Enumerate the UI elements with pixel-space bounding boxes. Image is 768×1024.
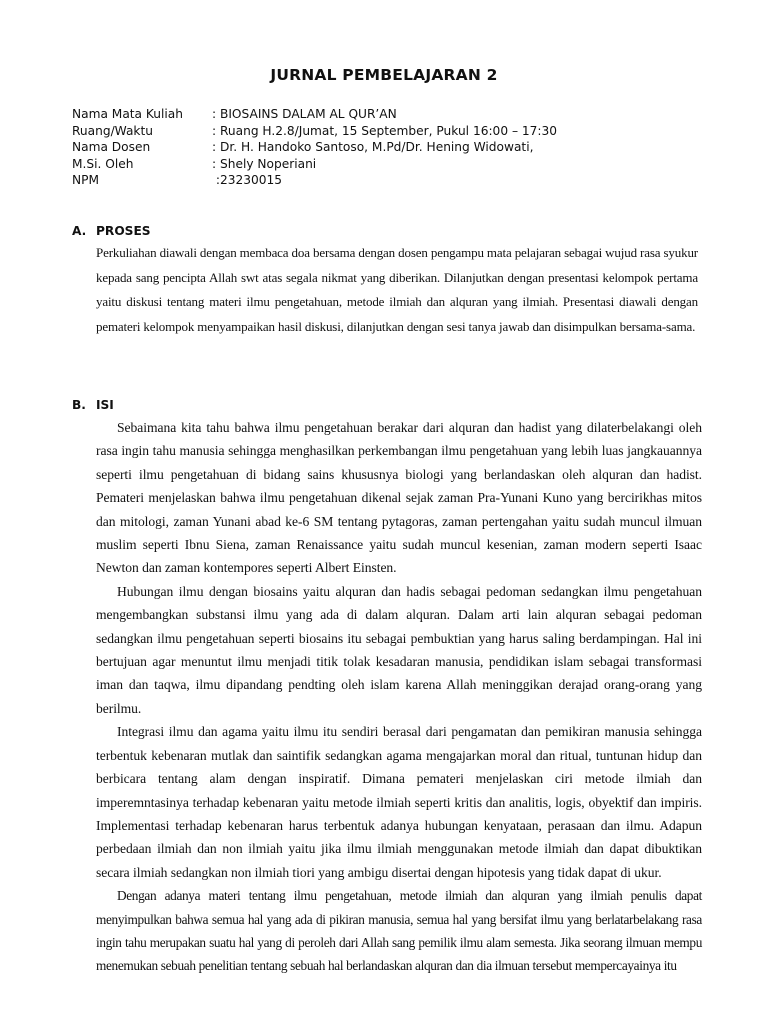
section-title: PROSES [96, 224, 151, 238]
info-value: : Ruang H.2.8/Jumat, 15 September, Pukul 16:00 – 17:30 [212, 123, 558, 138]
paragraph: Hubungan ilmu dengan biosains yaitu alquran dan hadis sebagai pedoman sedangkan ilmu pengetahuan mengembangkan substansi ilmu yang ada di dalam alquran. Dalam arti lain alquran sebagai pedoman sedangkan ilmu pengetahuan seperti biosains itu sebagai pembuktian yang harus saling berdampingan. Hal ini bertujuan agar menuntut ilmu menjadi titik tolak kesadaran manusia, pendidikan islam sebagai transformasi iman dan taqwa, ilmu dipandang pendting oleh islam karena Allah meninggikan derajad orang-orang yang berilmu. [96, 583, 702, 716]
info-label: Nama Dosen [72, 140, 151, 154]
section-a-body: Perkuliahan diawali dengan membaca doa bersama dengan dosen pengampu mata pelajaran sebagai wujud rasa syukur kepada sang pencipta Allah swt atas segala nikmat yang diberikan. Dilanjutkan dengan presentasi kelompok pertama yaitu diskusi tentang materi ilmu pengetahuan, metode ilmiah dan alquran yang ilmiah. Presentasi diawali dengan pemateri kelompok menyampaikan hasil diskusi, dilanjutkan dengan sesi tanya jawab dan disimpulkan bersama-sama. [96, 245, 698, 334]
paragraph: Dengan adanya materi tentang ilmu pengetahuan, metode ilmiah dan alquran yang ilmiah penulis dapat menyimpulkan bahwa semua hal yang ada di pikiran manusia, semua hal yang bersifat ilmu yang berlatarbelakang rasa ingin tahu merupakan suatu hal yang di peroleh dari Allah sang pemilik ilmu alam semesta. Jika seorang ilmuan mempu menemukan sebuah penelitian tentang sebuah hal berlandaskan alquran dan dia ilmuan tersebut mempercayainya itu [96, 888, 702, 974]
info-value: : Shely Noperiani [212, 156, 317, 171]
section-b-body [96, 416, 702, 978]
paragraph: Integrasi ilmu dan agama yaitu ilmu itu sendiri berasal dari pengamatan dan pemikiran manusia sehingga terbentuk kebenaran mutlak dan saintifik sedangkan agama mengajarkan moral dan ritual, tuntunan hidup dan berbicara tentang alam dengan inspiratif. Dimana pemateri menjelaskan ciri metode ilmiah dan imperemntasinya terhadap kebenaran yaitu metode ilmiah seperti kritis dan analitis, logis, obyektif dan impiris. Implementasi terhadap kebenaran harus terbentuk adanya hubungan kenyataan, perasaan dan ilmu. Adapun perbedaan ilmiah dan non ilmiah yaitu jika ilmu ilmiah menggunakan metode ilmiah dan dapat dibuktikan secara ilmiah sedangkan non ilmiah tiori yang ambigu disertai dengan hipotesis yang tidak dapat di ukur. [96, 724, 702, 880]
section-number: B. [72, 398, 86, 412]
section-b-heading [72, 398, 114, 412]
info-label: Ruang/Waktu [72, 123, 153, 138]
info-label: M.Si. Oleh [72, 156, 134, 171]
info-value: : Dr. H. Handoko Santoso, M.Pd/Dr. Hening Widowati, [212, 140, 534, 154]
info-value: :23230015 [212, 173, 283, 187]
info-label: NPM [72, 173, 99, 187]
page-title: JURNAL PEMBELAJARAN 2 [270, 66, 498, 84]
section-title: ISI [96, 398, 114, 412]
section-number: A. [72, 224, 87, 238]
section-a-heading [72, 224, 151, 238]
info-label: Nama Mata Kuliah [72, 107, 183, 121]
paragraph: Sebaimana kita tahu bahwa ilmu pengetahuan berakar dari alquran dan hadist yang dilaterbelakangi oleh rasa ingin tahu manusia sehingga menghasilkan perkembangan ilmu pengetahuan yang lebih luas jangkauannya seperti ilmu pengetahuan di bidang sains khususnya biologi yang berlandaskan oleh alquran dan hadist. Pemateri menjelaskan bahwa ilmu pengetahuan dikenal sejak zaman Pra-Yunani Kuno yang bercirikhas mitos dan mitologi, zaman Yunani abad ke-6 SM tentang pytagoras, zaman pertengahan yaitu sudah muncul ilmuan muslim seperti Ibnu Siena, zaman Renaissance yaitu sudah muncul kesenian, zaman modern seperti Isaac Newton dan zaman kontempores seperti Albert Einsten. [96, 420, 702, 576]
info-value: : BIOSAINS DALAM AL QUR’AN [212, 107, 397, 121]
